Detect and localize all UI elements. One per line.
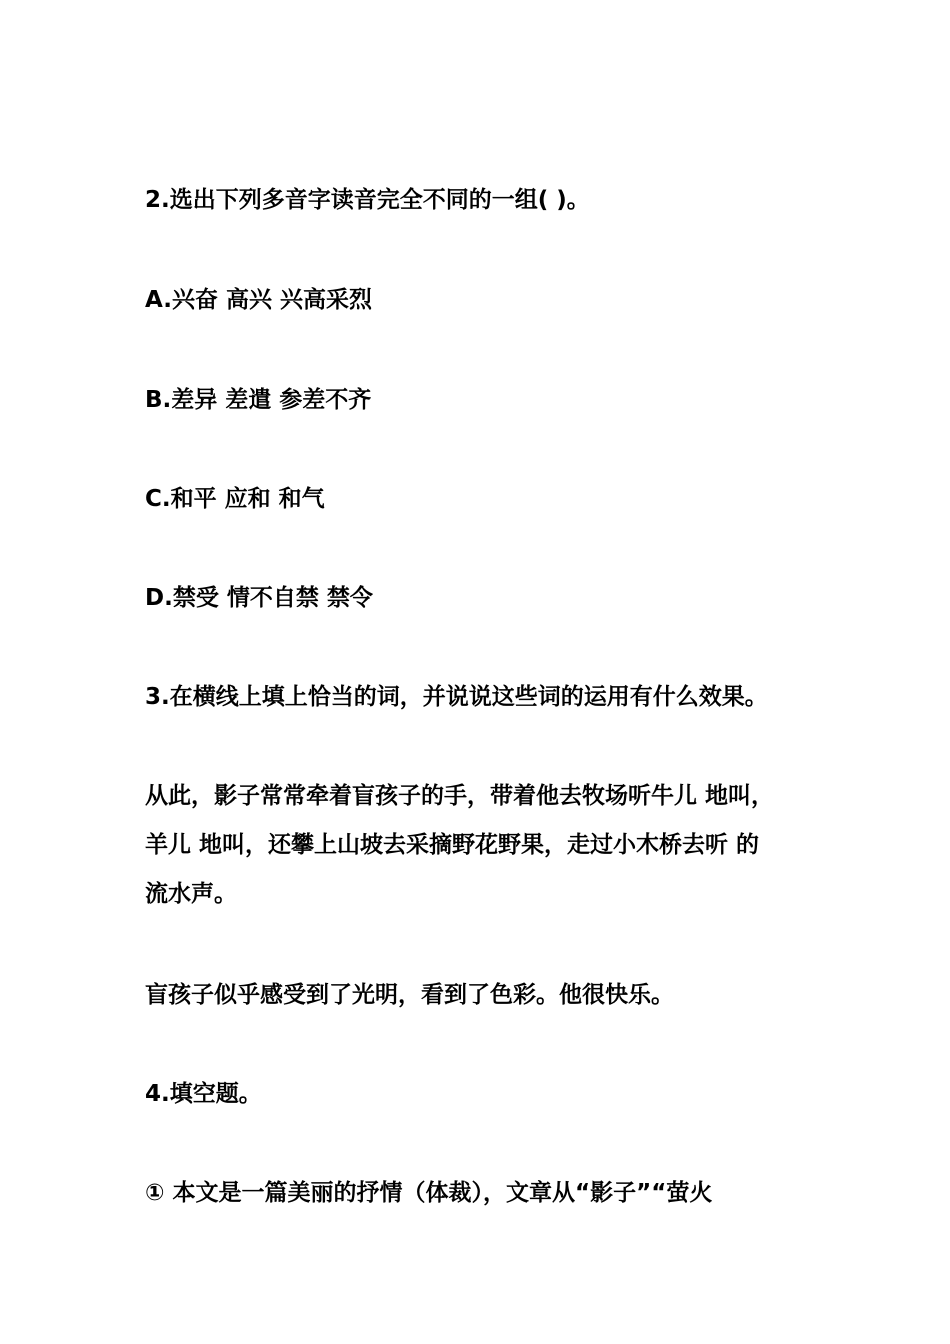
question-4-item-1: ① 本文是一篇美丽的抒情（体裁），文章从“影子”“萤火 [145, 1180, 713, 1206]
option-d: D.禁受 情不自禁 禁令 [145, 585, 373, 611]
option-a: A.兴奋 高兴 兴高采烈 [145, 287, 372, 313]
passage-line-3: 流水声。 [145, 881, 237, 907]
option-c: C.和平 应和 和气 [145, 486, 325, 512]
question-2-prompt: 2.选出下列多音字读音完全不同的一组( )。 [145, 187, 590, 213]
passage-line-2: 羊儿 地叫，还攀上山坡去采摘野花野果，走过小木桥去听 的 [145, 832, 760, 858]
question-3-prompt: 3.在横线上填上恰当的词，并说说这些词的运用有什么效果。 [145, 684, 768, 710]
question-4-prompt: 4.填空题。 [145, 1081, 262, 1107]
passage-line-4: 盲孩子似乎感受到了光明，看到了色彩。他很快乐。 [145, 982, 674, 1008]
passage-line-1: 从此，影子常常牵着盲孩子的手，带着他去牧场听牛儿 地叫， [145, 783, 775, 809]
option-b: B.差异 差遣 参差不齐 [145, 387, 372, 413]
